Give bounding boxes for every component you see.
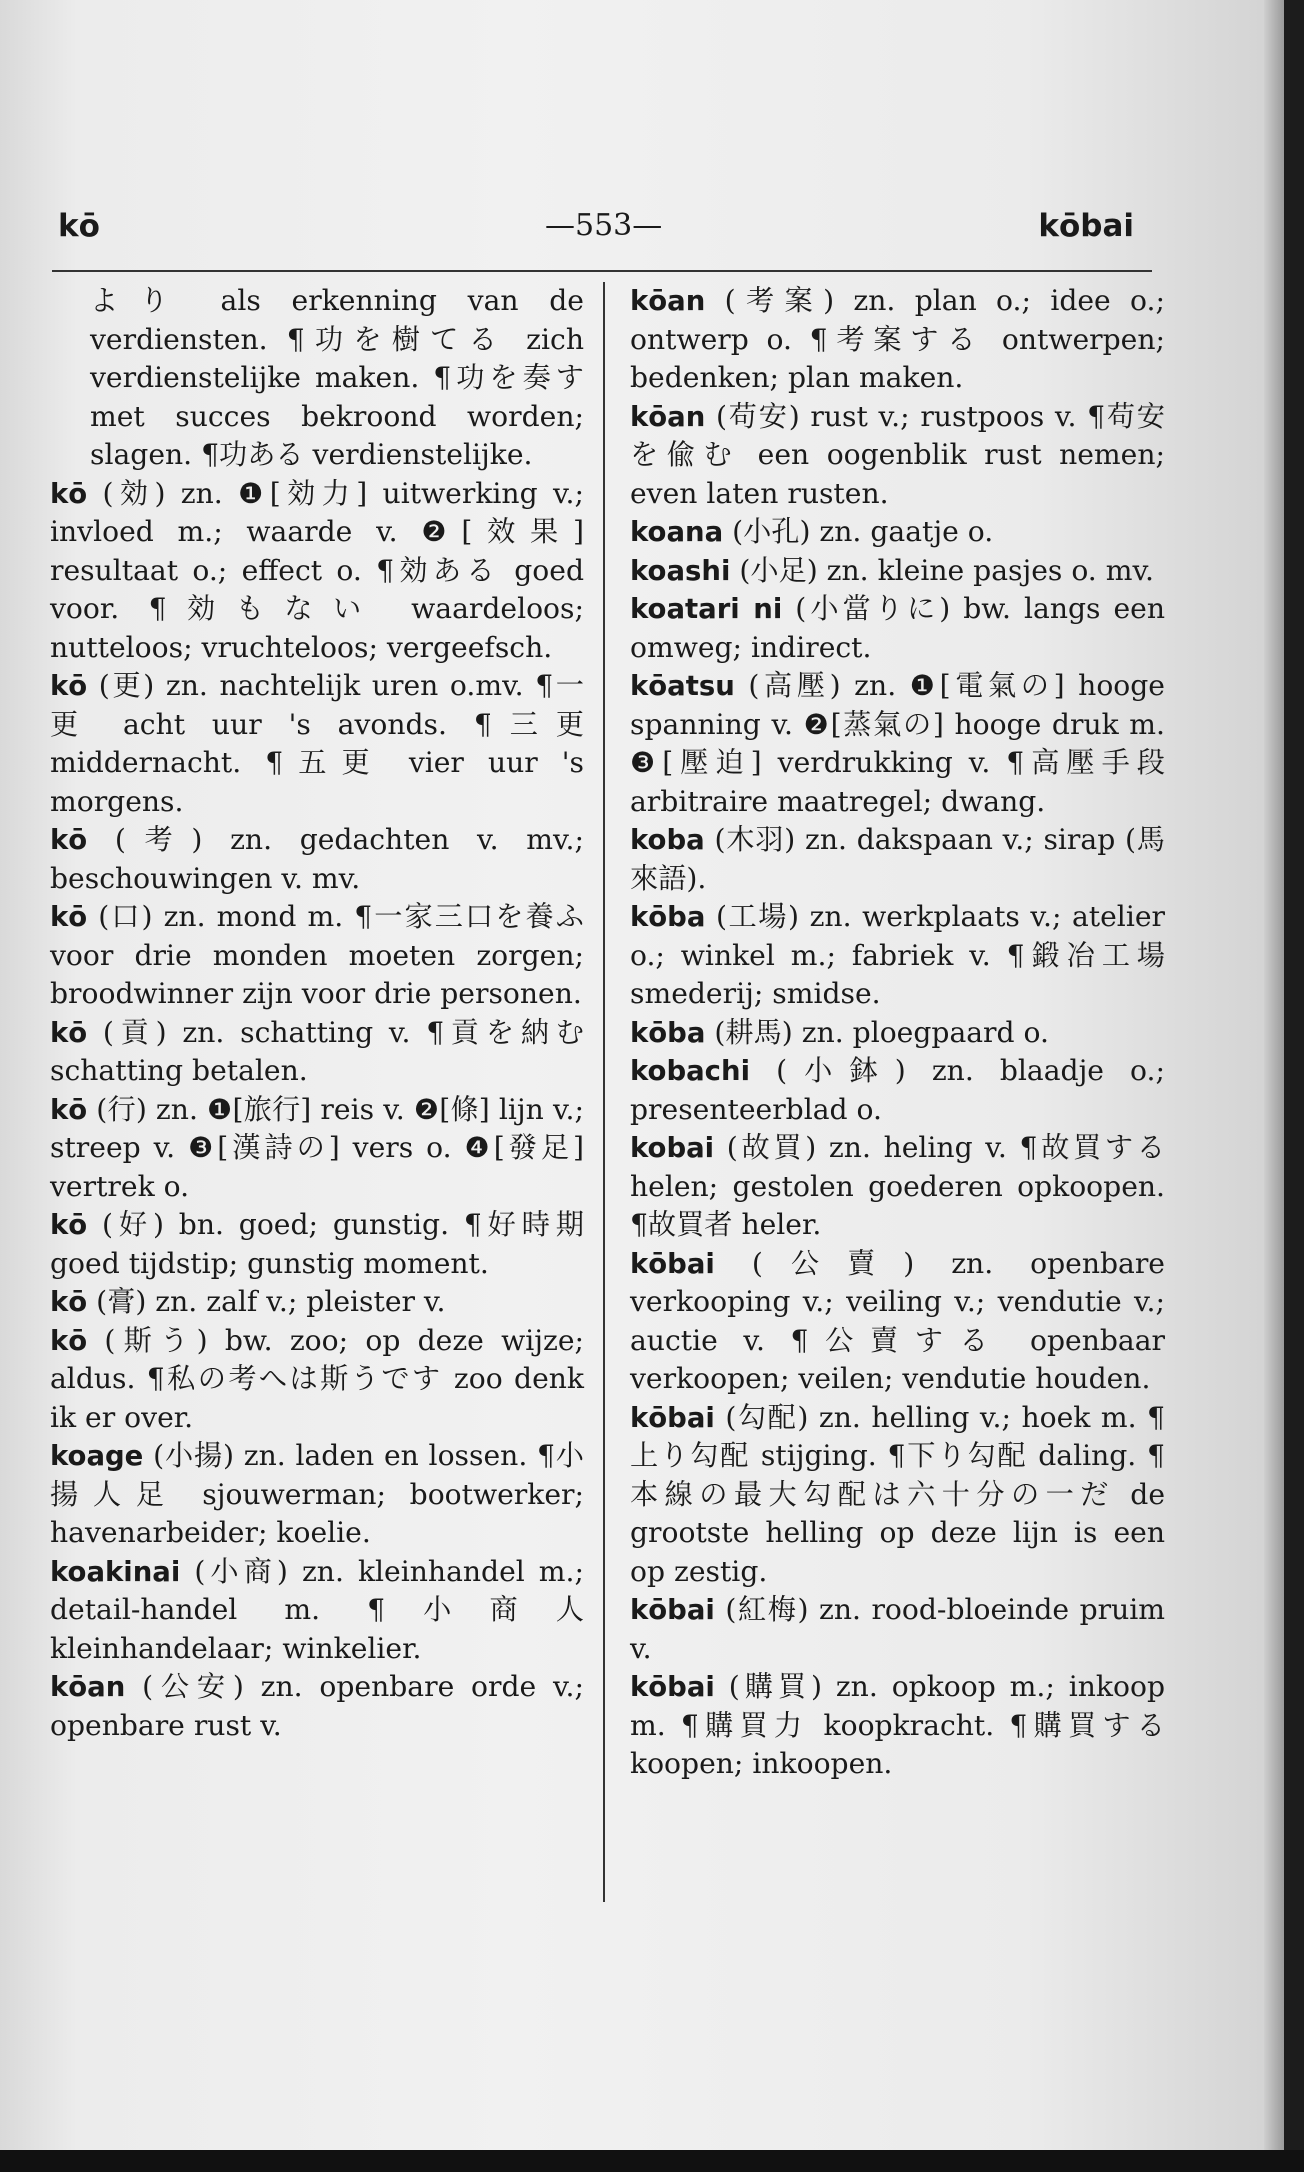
entry-text: (高壓) zn. ❶[電氣の] hooge spanning v. ❷[蒸氣の] hooge druk m. ❸[壓迫] verdrukking v. ¶高壓手段 arbitraire maatregel; dwang. [630,669,1165,818]
entry-text: (好) bn. goed; gunstig. ¶好時期 goed tijdstip; gunstig moment. [50,1208,584,1280]
headword: kōbai [630,1401,715,1434]
headword: koba [630,824,705,856]
entry-text: (効) zn. ❶[効力] uitwerking v.; invloed m.; waarde v. ❷[效果] resultaat o.; effect o. ¶効ある goed voor. ¶効もない waardeloos; nutteloos; vruchteloos; vergeefsch. [50,476,584,664]
entry-text: (考案) zn. plan o.; idee o.; ontwerp o. ¶考案する ontwerpen; bedenken; plan maken. [630,284,1165,394]
page-number: —553— [545,208,663,243]
entry-text: (勾配) zn. helling v.; hoek m. ¶上り勾配 stijging. ¶下り勾配 daling. ¶本線の最大勾配は六十分の一だ de grootste helling op deze lijn is een op zestig. [630,1400,1165,1588]
dictionary-entry [50,1091,584,1207]
dictionary-entry [630,1591,1165,1668]
headword: kōatsu [630,670,735,702]
dictionary-entry [50,1014,584,1091]
entry-text: (小鉢) zn. blaadje o.; presenteerblad o. [630,1054,1165,1126]
entry-text: (購買) zn. opkoop m.; inkoop m. ¶購買力 koopkracht. ¶購買する koopen; inkoopen. [630,1670,1165,1780]
headword: kobachi [630,1055,750,1087]
headword: koana [630,516,724,548]
entry-text: (小當りに) bw. langs een omweg; indirect. [630,592,1165,664]
headword: kō [50,824,88,856]
running-header-right: kōbai [1038,208,1134,244]
dictionary-entry [50,821,584,898]
headword: kōba [630,901,706,933]
entry-text: (小孔) zn. gaatje o. [723,515,994,548]
scan-bottom-border [0,2150,1304,2172]
entry-text: (行) zn. ❶[旅行] reis v. ❷[條] lijn v.; streep v. ❸[漢詩の] vers o. ❹[發足] vertrek o. [50,1092,584,1203]
headword: koakinai [50,1555,181,1588]
headword: kō [50,1286,88,1318]
dictionary-entry [630,821,1165,898]
dictionary-entry [630,513,1165,552]
entry-text: (工場) zn. werkplaats v.; atelier o.; winkel m.; fabriek v. ¶鍛冶工場 smederij; smidse. [630,900,1165,1010]
entry-text: (公賣) zn. openbare verkooping v.; veiling v.; vendutie v.; auctie v. ¶公賣する openbaar verkoopen; veilen; vendutie houden. [630,1246,1165,1395]
right-column [630,282,1165,1784]
page-edge-shadow [1264,0,1284,2150]
dictionary-entry [50,475,584,668]
headword: kō [50,1209,88,1241]
left-column [50,282,584,1745]
entry-text: (紅梅) zn. rood-bloeinde pruim v. [630,1593,1165,1665]
entry-text: (故買) zn. heling v. ¶故買する helen; gestolen goederen opkoopen. ¶故買者 heler. [630,1131,1165,1241]
headword: kōbai [630,1671,715,1703]
entry-text: より als erkenning van de verdiensten. ¶功を樹てる zich verdienstelijke maken. ¶功を奏す met succes bekroond worden; slagen. ¶功ある verdienstelijke. [90,284,584,471]
entry-text: (小足) zn. kleine pasjes o. mv. [730,553,1154,587]
entry-text: (貢) zn. schatting v. ¶貢を納む schatting betalen. [50,1015,584,1087]
dictionary-entry [50,1322,584,1438]
headword: kōan [630,400,706,433]
headword: koage [50,1440,144,1472]
entry-text: (膏) zn. zalf v.; pleister v. [87,1285,446,1318]
headword: kō [50,477,88,510]
entry-text: (小商) zn. kleinhandel m.; detail-handel m. ¶小商人 kleinhandelaar; winkelier. [50,1554,584,1665]
entry-text: (考) zn. gedachten v. mv.; beschouwingen v. mv. [50,823,584,895]
dictionary-entry [630,282,1165,398]
dictionary-entry [50,898,584,1014]
dictionary-entry [630,552,1165,591]
headword: kōba [630,1016,706,1049]
dictionary-entry [630,1014,1165,1053]
headword: kō [50,670,88,702]
dictionary-entry [630,1399,1165,1592]
dictionary-entry [630,898,1165,1014]
entry-text: (小揚) zn. laden en lossen. ¶小揚人足 sjouwerman; bootwerker; havenarbeider; koelie. [50,1439,584,1549]
dictionary-entry [630,1052,1165,1129]
headword: kōan [50,1671,126,1703]
headword: kōan [630,285,706,317]
headword: kobai [630,1132,715,1164]
dictionary-entry [50,1206,584,1283]
entry-text: (木羽) zn. dakspaan v.; sirap (馬來語). [630,823,1165,895]
headword: kōbai [630,1594,715,1626]
entry-text: (更) zn. nachtelijk uren o.mv. ¶一更 acht uur 's avonds. ¶三更 middernacht. ¶五更 vier uur 's morgens. [50,669,584,818]
dictionary-entry [630,398,1165,514]
column-divider [603,282,605,1902]
header-rule [52,270,1152,272]
headword: kō [50,1093,88,1126]
entry-text: (公安) zn. openbare orde v.; openbare rust v. [50,1670,584,1742]
entry-continuation [50,282,584,475]
running-header-left: kō [58,208,100,244]
dictionary-entry [630,1129,1165,1245]
entry-text: (口) zn. mond m. ¶一家三口を養ふ voor drie monden moeten zorgen; broodwinner zijn voor drie personen. [50,900,584,1010]
headword: kōbai [630,1247,715,1280]
dictionary-entry [630,590,1165,667]
dictionary-entry [50,1437,584,1553]
headword: koatari ni [630,593,783,625]
entry-text: (斯う) bw. zoo; op deze wijze; aldus. ¶私の考へは斯うです zoo denk ik er over. [50,1323,584,1434]
entry-text: (耕馬) zn. ploegpaard o. [705,1015,1049,1049]
dictionary-entry [630,667,1165,821]
headword: koashi [630,554,731,587]
entry-text: (苟安) rust v.; rustpoos v. ¶苟安を偸む een oogenblik rust nemen; even laten rusten. [630,399,1165,510]
dictionary-entry [630,1245,1165,1399]
dictionary-entry [50,1553,584,1669]
dictionary-entry [50,1283,584,1322]
headword: kō [50,1016,88,1049]
dictionary-entry [50,1668,584,1745]
dictionary-entry [630,1668,1165,1784]
dictionary-entry [50,667,584,821]
headword: kō [50,901,88,933]
headword: kō [50,1324,88,1357]
